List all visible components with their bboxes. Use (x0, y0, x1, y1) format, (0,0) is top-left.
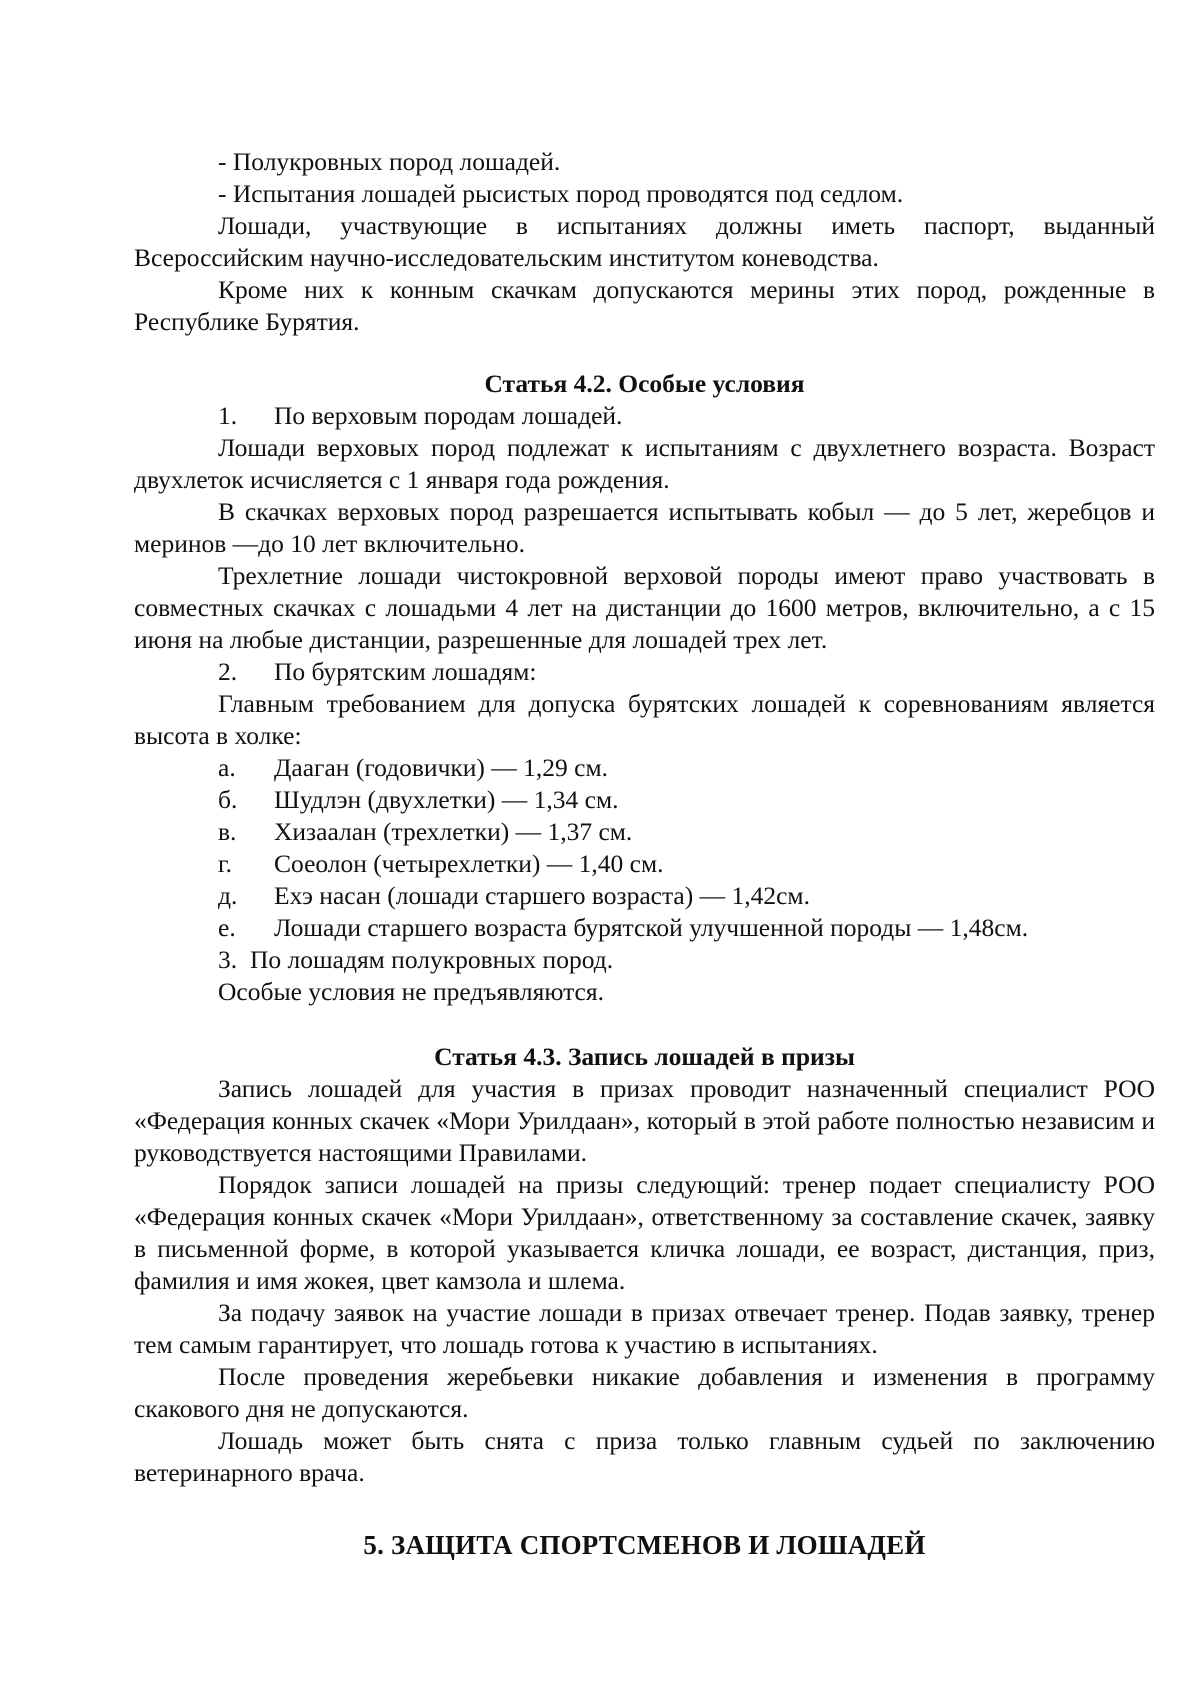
item-text: Шудлэн (двухлетки) — 1,34 см. (274, 785, 619, 814)
paragraph-riding-limits: В скачках верховых пород разрешается испытывать кобыл — до 5 лет, жеребцов и меринов —до 10 лет включительно. (134, 497, 1155, 558)
list-line-trotters: - Испытания лошадей рысистых пород проводятся под седлом. (218, 179, 904, 208)
document-body (134, 146, 1155, 1561)
paragraph-buryat-requirement: Главным требованием для допуска бурятских лошадей к соревнованиям является высота в холке: (134, 689, 1155, 750)
paragraph-three-year-olds: Трехлетние лошади чистокровной верховой породы имеют право участвовать в совместных скачках с лошадьми 4 лет на дистанции до 1600 метров, включительно, а с 15 июня на любые дистанции, разрешенные для лошадей трех лет. (134, 561, 1155, 654)
item-text: По бурятским лошадям: (274, 657, 537, 686)
paragraph-entry-specialist: Запись лошадей для участия в призах проводит назначенный специалист РОО «Федерация конных скачек «Мори Урилдаан», который в этой работе полностью независим и руководствуется настоящими Правилами. (134, 1074, 1155, 1167)
heading-section-5: 5. ЗАЩИТА СПОРТСМЕНОВ И ЛОШАДЕЙ (363, 1530, 926, 1560)
paragraph-entry-procedure: Порядок записи лошадей на призы следующий: тренер подает специалисту РОО «Федерация конных скачек «Мори Урилдаан», ответственному за составление скачек, заявку в письменной форме, в которой указывается кличка лошади, ее возраст, дистанция, приз, фамилия и имя жокея, цвет камзола и шлема. (134, 1170, 1155, 1295)
item-text: Соеолон (четырехлетки) — 1,40 см. (274, 849, 664, 878)
numbered-item-1 (134, 400, 1155, 432)
numbered-item-3 (134, 944, 1155, 976)
height-item-a (134, 752, 1155, 784)
item-marker: 1. (218, 401, 238, 430)
height-item-g (134, 848, 1155, 880)
item-text: Дааган (годовички) — 1,29 см. (274, 753, 609, 782)
item-marker: а. (218, 753, 236, 782)
item-marker: д. (218, 881, 238, 910)
height-item-b (134, 784, 1155, 816)
paragraph-geldings: Кроме них к конным скачкам допускаются мерины этих пород, рожденные в Республике Бурятия. (134, 275, 1155, 336)
list-line-half-bred: - Полукровных пород лошадей. (218, 147, 561, 176)
height-item-e (134, 912, 1155, 944)
paragraph-after-draw: После проведения жеребьевки никакие добавления и изменения в программу скакового дня не допускаются. (134, 1362, 1155, 1423)
paragraph-withdrawal: Лошадь может быть снята с приза только главным судьей по заключению ветеринарного врача. (134, 1426, 1155, 1487)
height-item-d (134, 880, 1155, 912)
numbered-item-2 (134, 656, 1155, 688)
item-marker: в. (218, 817, 237, 846)
paragraph-passport: Лошади, участвующие в испытаниях должны иметь паспорт, выданный Всероссийским научно-исследовательским институтом коневодства. (134, 211, 1155, 272)
item-marker: е. (218, 913, 236, 942)
item-marker: г. (218, 849, 232, 878)
heading-article-4-2: Статья 4.2. Особые условия (484, 369, 805, 398)
paragraph-trainer-responsibility: За подачу заявок на участие лошади в призах отвечает тренер. Подав заявку, тренер тем самым гарантирует, что лошадь готова к участию в испытаниях. (134, 1298, 1155, 1359)
item-marker: 3. (218, 945, 238, 974)
item-text: Ехэ насан (лошади старшего возраста) — 1,42см. (274, 881, 810, 910)
item-text: Лошади старшего возраста бурятской улучшенной породы — 1,48см. (274, 913, 1029, 942)
item-text: По лошадям полукровных пород. (250, 945, 614, 974)
heading-article-4-3: Статья 4.3. Запись лошадей в призы (434, 1042, 855, 1071)
item-marker: б. (218, 785, 238, 814)
item-text: По верховым породам лошадей. (274, 401, 623, 430)
paragraph-no-conditions: Особые условия не предъявляются. (218, 977, 604, 1006)
height-item-v (134, 816, 1155, 848)
item-text: Хизаалан (трехлетки) — 1,37 см. (274, 817, 633, 846)
item-marker: 2. (218, 657, 238, 686)
paragraph-riding-age: Лошади верховых пород подлежат к испытаниям с двухлетнего возраста. Возраст двухлеток исчисляется с 1 января года рождения. (134, 433, 1155, 494)
